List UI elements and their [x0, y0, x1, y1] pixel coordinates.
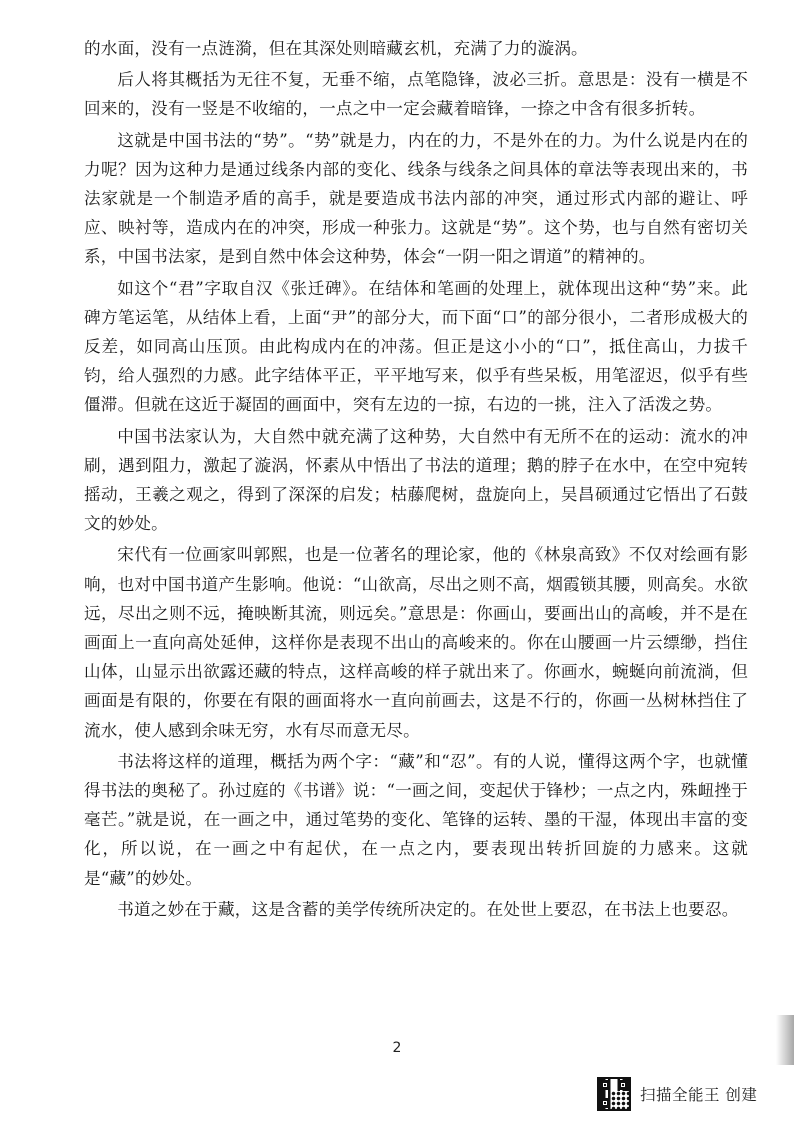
body-text — [84, 34, 748, 924]
scanner-watermark — [597, 1075, 757, 1113]
paragraph: 这就是中国书法的“势”。“势”就是力，内在的力，不是外在的力。为什么说是内在的力呢？因为这种力是通过线条内部的变化、线条与线条之间具体的章法等表现出来的，书法家就是一个制造矛盾的高手，就是要造成书法内部的冲突，通过形式内部的避让、呼应、映衬等，造成内在的冲突，形成一种张力。这就是“势”。这个势，也与自然有密切关系，中国书法家，是到自然中体会这种势，体会“一阴一阳之谓道”的精神的。 — [84, 130, 748, 267]
scan-shadow — [776, 1015, 794, 1065]
paragraph: 宋代有一位画家叫郭熙，也是一位著名的理论家，他的《林泉高致》不仅对绘画有影响，也对中国书道产生影响。他说：“山欲高，尽出之则不高，烟霞锁其腰，则高矣。水欲远，尽出之则不远，掩映断其流，则远矣。”意思是：你画山，要画出山的高峻，并不是在画面上一直向高处延伸，这样你是表现不出山的高峻来的。你在山腰画一片云缥缈，挡住山体，山显示出欲露还藏的特点，这样高峻的样子就出来了。你画水，蜿蜒向前流淌，但画面是有限的，你要在有限的画面将水一直向前画去，这是不行的，你画一丛树林挡住了流水，使人感到余味无穷，水有尽而意无尽。 — [84, 545, 748, 740]
paragraph: 如这个“君”字取自汉《张迁碑》。在结体和笔画的处理上，就体现出这种“势”来。此碑方笔运笔，从结体上看，上面“尹”的部分大，而下面“口”的部分很小，二者形成极大的反差，如同高山压顶。由此构成内在的冲荡。但正是这小小的“口”，抵住高山，力拔千钧，给人强烈的力感。此字结体平正，平平地写来，似乎有些呆板，用笔涩迟，似乎有些僵滞。但就在这近于凝固的画面中，突有左边的一掠，右边的一挑，注入了活泼之势。 — [84, 278, 748, 415]
paragraph: 的水面，没有一点涟漪，但在其深处则暗藏玄机，充满了力的漩涡。 — [84, 39, 588, 58]
paragraph: 后人将其概括为无往不复，无垂不缩，点笔隐锋，波必三折。意思是：没有一横是不回来的，没有一竖是不收缩的，一点之中一定会藏着暗锋，一捺之中含有很多折转。 — [84, 70, 748, 119]
page-number: 2 — [392, 1040, 402, 1056]
qr-code-icon — [597, 1077, 631, 1111]
paragraph: 书法将这样的道理，概括为两个字：“藏”和“忍”。有的人说，懂得这两个字，也就懂得书法的奥秘了。孙过庭的《书谱》说：“一画之间，变起伏于锋杪；一点之内，殊衄挫于毫芒。”就是说，在一画之中，通过笔势的变化、笔锋的运转、墨的干湿，体现出丰富的变化，所以说，在一画之中有起伏，在一点之内，要表现出转折回旋的力感来。这就是“藏”的妙处。 — [84, 751, 748, 888]
paragraph: 中国书法家认为，大自然中就充满了这种势，大自然中有无所不在的运动：流水的冲刷，遇到阻力，激起了漩涡，怀素从中悟出了书法的道理；鹅的脖子在水中，在空中宛转摇动，王羲之观之，得到了深深的启发；枯藤爬树，盘旋向上，吴昌硕通过它悟出了石鼓文的妙处。 — [84, 426, 748, 534]
paragraph: 书道之妙在于藏，这是含蓄的美学传统所决定的。在处世上要忍，在书法上也要忍。 — [117, 899, 739, 919]
watermark-text: 扫描全能王 创建 — [640, 1086, 758, 1104]
